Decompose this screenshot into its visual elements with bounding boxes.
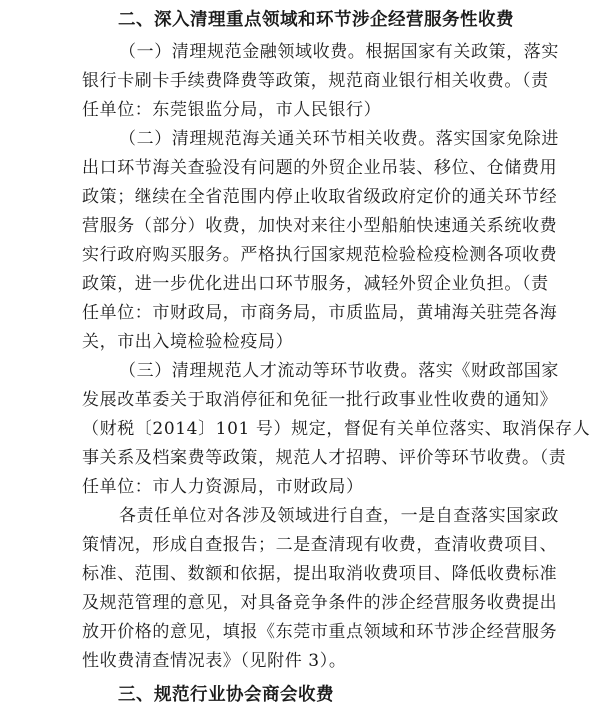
section-heading-3: 三、规范行业协会商会收费 <box>118 685 334 705</box>
paragraph-line: 任单位：市人力资源局，市财政局） <box>82 477 364 497</box>
paragraph-line: 关，市出入境检验检疫局） <box>82 332 294 352</box>
paragraph-line: 政策，进一步优化进出口环节服务，减轻外贸企业负担。（责 <box>82 274 549 294</box>
paragraph-line: 标准、范围、数额和依据，提出取消收费项目、降低收费标准 <box>82 564 558 584</box>
paragraph-line: 任单位：市财政局，市商务局，市质监局，黄埔海关驻莞各海 <box>82 303 558 323</box>
paragraph-line: （三）清理规范人才流动等环节收费。落实《财政部国家 <box>119 361 559 381</box>
paragraph-line: 银行卡刷卡手续费降费等政策，规范商业银行相关收费。（责 <box>82 71 549 91</box>
paragraph-line: 实行政府购买服务。严格执行国家规范检验检疫检测各项收费 <box>82 245 558 265</box>
paragraph-line: 放开价格的意见，填报《东莞市重点领域和环节涉企经营服务 <box>82 622 558 642</box>
paragraph-line: （二）清理规范海关通关环节相关收费。落实国家免除进 <box>119 129 559 149</box>
paragraph-line: 各责任单位对各涉及领域进行自查，一是自查落实国家政 <box>119 506 559 526</box>
paragraph-line: （一）清理规范金融领域收费。根据国家有关政策，落实 <box>119 42 559 62</box>
paragraph-line: 策情况，形成自查报告；二是查清现有收费，查清收费项目、 <box>82 535 558 555</box>
paragraph-line: 营服务（部分）收费，加快对来往小型船舶快速通关系统收费 <box>82 216 558 236</box>
paragraph-line: 事关系及档案费等政策，规范人才招聘、评价等环节收费。（责 <box>82 448 567 468</box>
paragraph-line: 政策；继续在全省范围内停止收取省级政府定价的通关环节经 <box>82 187 558 207</box>
paragraph-line: 任单位：东莞银监分局，市人民银行） <box>82 100 382 120</box>
paragraph-line: （财税〔2014〕101 号）规定，督促有关单位落实、取消保存人 <box>82 419 591 439</box>
paragraph-line: 出口环节海关查验没有问题的外贸企业吊装、移位、仓储费用 <box>82 158 558 178</box>
paragraph-line: 性收费清查情况表》（见附件 3）。 <box>82 651 347 671</box>
paragraph-line: 及规范管理的意见，对具备竞争条件的涉企经营服务收费提出 <box>82 593 558 613</box>
paragraph-line: 发展改革委关于取消停征和免征一批行政事业性收费的通知》 <box>82 390 558 410</box>
section-heading-2: 二、深入清理重点领域和环节涉企经营服务性收费 <box>118 10 514 30</box>
